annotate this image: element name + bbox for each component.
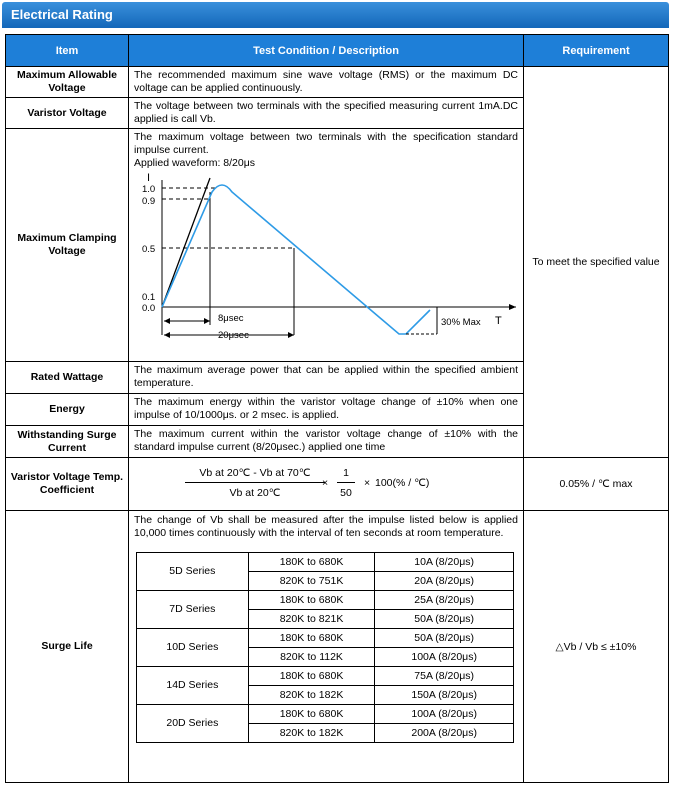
t20-arrowhead-left <box>164 332 170 338</box>
current-cell: 25A (8/20μs) <box>375 591 514 610</box>
range-cell: 820K to 182K <box>248 724 375 743</box>
y-tick-label: 1.0 <box>142 184 156 195</box>
current-cell: 10A (8/20μs) <box>375 553 514 572</box>
range-cell: 820K to 112K <box>248 648 375 667</box>
description-cell: The recommended maximum sine wave voltage (RMS) or the maximum DC voltage can be applied continuously. <box>129 67 524 98</box>
current-cell: 100A (8/20μs) <box>375 705 514 724</box>
current-cell: 50A (8/20μs) <box>375 610 514 629</box>
surge-life-table <box>136 552 514 743</box>
range-cell: 180K to 680K <box>248 705 375 724</box>
description-cell: The voltage between two terminals with the specified measuring current 1mA.DC applied is call Vb. <box>129 98 524 129</box>
column-header-requirement: Requirement <box>524 35 669 67</box>
series-cell: 5D Series <box>137 553 249 591</box>
surge-table-row <box>137 591 514 610</box>
description-cell: The maximum average power that can be applied within the specified ambient temperature. <box>129 362 524 394</box>
clamping-description: The maximum voltage between two terminals with the specification standard impulse current. <box>134 131 518 156</box>
item-cell: Maximum Allowable Voltage <box>6 67 129 98</box>
table-row <box>6 458 669 511</box>
front-slope-line <box>162 178 210 307</box>
multiply-sign: × <box>364 477 371 489</box>
range-cell: 180K to 680K <box>248 629 375 648</box>
item-cell: Withstanding Surge Current <box>6 426 129 458</box>
range-cell: 180K to 680K <box>248 667 375 686</box>
current-cell: 150A (8/20μs) <box>375 686 514 705</box>
range-cell: 820K to 751K <box>248 572 375 591</box>
surge-table-row <box>137 667 514 686</box>
shared-requirement-cell: To meet the specified value <box>524 67 669 458</box>
impulse-curve <box>162 185 430 334</box>
fraction-bar <box>185 482 325 483</box>
surge-table-row <box>137 705 514 724</box>
range-cell: 180K to 680K <box>248 591 375 610</box>
item-cell: Rated Wattage <box>6 362 129 394</box>
description-cell <box>129 511 524 783</box>
range-cell: 820K to 182K <box>248 686 375 705</box>
y-tick-label: 0.5 <box>142 244 156 255</box>
table-row <box>6 511 669 783</box>
surge-table-row <box>137 553 514 572</box>
item-cell: Energy <box>6 394 129 426</box>
current-cell: 75A (8/20μs) <box>375 667 514 686</box>
waveform-label: Applied waveform: 8/20μs <box>134 157 256 169</box>
y-tick-label: 0.9 <box>142 196 156 207</box>
description-cell: The maximum energy within the varistor voltage change of ±10% when one impulse of 10/1000μs. or 2 msec. is applied. <box>129 394 524 426</box>
current-cell: 200A (8/20μs) <box>375 724 514 743</box>
current-cell: 20A (8/20μs) <box>375 572 514 591</box>
item-cell: Varistor Voltage Temp. Coefficient <box>6 458 129 511</box>
formula-numerator: Vb at 20℃ - Vb at 70℃ <box>199 467 311 479</box>
table-row <box>6 67 669 98</box>
series-cell: 14D Series <box>137 667 249 705</box>
current-cell: 100A (8/20μs) <box>375 648 514 667</box>
electrical-rating-table <box>5 34 669 783</box>
table-header-row <box>6 35 669 67</box>
series-cell: 10D Series <box>137 629 249 667</box>
formula-fifty: 50 <box>340 487 352 499</box>
y-tick-label: 0.0 <box>142 303 156 314</box>
item-cell: Maximum Clamping Voltage <box>6 129 129 362</box>
range-cell: 820K to 821K <box>248 610 375 629</box>
t20-arrowhead-right <box>288 332 294 338</box>
t8-label: 8μsec <box>218 313 244 324</box>
series-cell: 7D Series <box>137 591 249 629</box>
t20-label: 20μsec <box>218 330 249 341</box>
requirement-cell: △Vb / Vb ≤ ±10% <box>524 511 669 783</box>
formula-cell <box>129 458 524 511</box>
undershoot-label: 30% Max <box>441 317 481 328</box>
temp-coefficient-formula <box>129 458 523 510</box>
formula-tail: 100(% / ℃) <box>375 477 430 489</box>
t8-arrowhead-right <box>204 318 210 324</box>
x-axis-arrow <box>509 304 516 310</box>
description-cell: The maximum current within the varistor voltage change of ±10% with the standard impulse current (8/20μsec.) applied one time <box>129 426 524 458</box>
formula-one: 1 <box>343 467 349 479</box>
current-cell: 50A (8/20μs) <box>375 629 514 648</box>
y-tick-label: 0.1 <box>142 292 156 303</box>
item-cell: Varistor Voltage <box>6 98 129 129</box>
requirement-cell: 0.05% / ℃ max <box>524 458 669 511</box>
y-axis-label: I <box>147 172 151 184</box>
column-header-item: Item <box>6 35 129 67</box>
formula-denominator: Vb at 20℃ <box>229 487 281 499</box>
fraction-bar <box>337 482 355 483</box>
surge-table-row <box>137 629 514 648</box>
multiply-sign: × <box>322 477 329 489</box>
impulse-waveform-chart <box>134 170 519 357</box>
section-title: Electrical Rating <box>2 2 669 28</box>
range-cell: 180K to 680K <box>248 553 375 572</box>
t8-arrowhead-left <box>164 318 170 324</box>
x-axis-label: T <box>495 315 502 327</box>
series-cell: 20D Series <box>137 705 249 743</box>
description-cell <box>129 129 524 362</box>
column-header-condition: Test Condition / Description <box>129 35 524 67</box>
item-cell: Surge Life <box>6 511 129 783</box>
surge-life-description: The change of Vb shall be measured after the impulse listed below is applied 10,000 times continuously with the interval of ten seconds at room temperature. <box>134 514 518 539</box>
